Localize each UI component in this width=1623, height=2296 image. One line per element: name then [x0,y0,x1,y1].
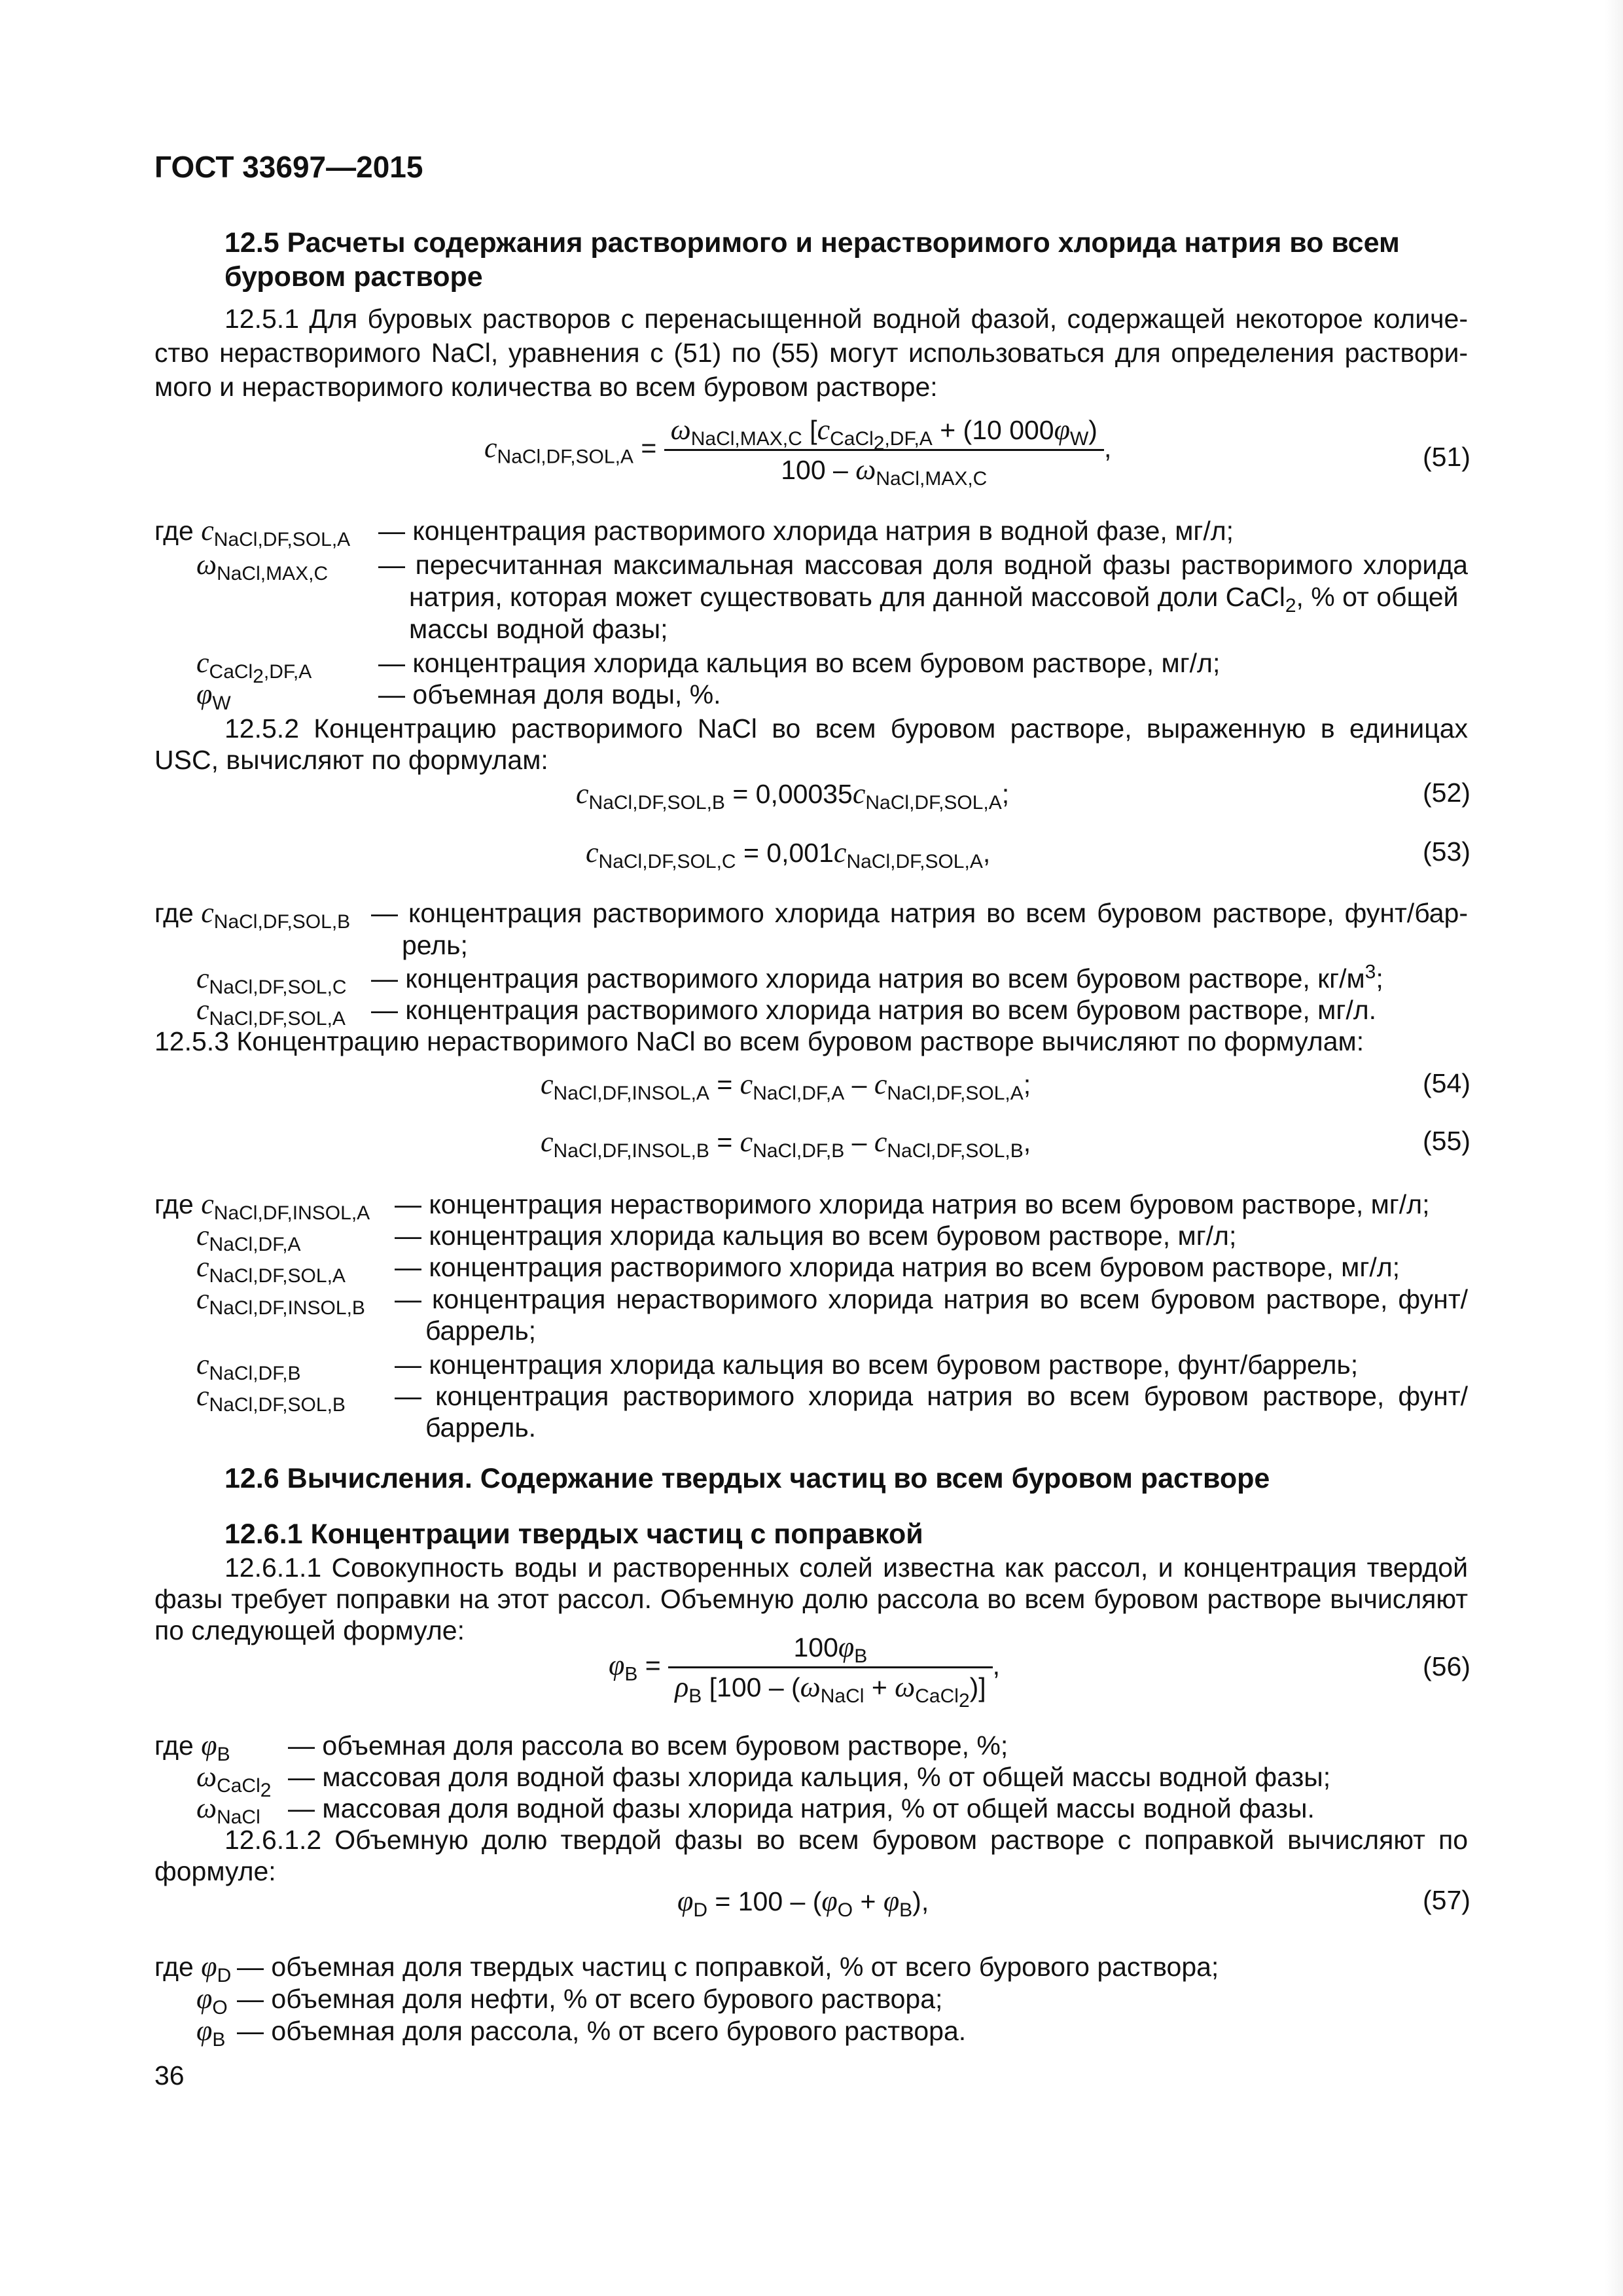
equation-57-number: (57) [1423,1885,1471,1915]
where-sym-10: $c_{NaCl,DF,SOL,A}$ [196,1251,346,1287]
where-def-2-line3: массы водной фазы; [409,614,668,644]
where-def-5-line1: — концентрация растворимого хлорида натрия во всем буровом растворе, фунт/бар- [371,898,1468,928]
equation-56-number: (56) [1423,1651,1471,1681]
where-def-18: — объемная доля нефти, % от всего бурового раствора; [237,1984,943,2014]
where-def-12: — концентрация хлорида кальция во всем буровом растворе, фунт/баррель; [395,1350,1359,1380]
where-def-2-line2-text: натрия, которая может существовать для данной массовой доли CaCl [409,582,1285,612]
where-def-2-line2 [409,581,1468,617]
where-word: где [154,1952,194,1982]
where-def-19: — объемная доля рассола, % от всего бурового раствора. [237,2016,967,2046]
where-label-1: где $c_{NaCl,DF,SOL,A}$ [154,514,351,551]
page-edge-shadow [1605,0,1623,2296]
p-12-6-1-2-line1: 12.6.1.2 Объемную долю твердой фазы во всем буровом растворе с поправкой вычисляют по [224,1825,1468,1855]
where-word: где [154,1189,194,1219]
where-sym-18: $\varphi_O$ [196,1982,228,2019]
where-word: где [154,898,194,928]
where-def-5-line2: рель; [402,930,468,960]
p-12-5-1-line3: мого и нерастворимого количества во всем буровом растворе: [154,372,938,402]
p-12-6-1-1-line1: 12.6.1.1 Совокупность воды и растворенных солей известна как рассол, и концентрация твердой [224,1552,1468,1583]
where-label-3: где $c_{NaCl,DF,INSOL,A}$ [154,1188,370,1225]
where-sym-2: $\omega_{NaCl,MAX,C}$ [196,548,329,585]
equation-54: $c_{NaCl,DF,INSOL,A} = c_{NaCl,DF,A} - c_{NaCl,DF,SOL,A}$; [541,1068,1031,1105]
where-sym-3: $c_{CaCl_2,DF,A}$ [196,647,312,688]
where-def-6: — концентрация растворимого хлорида натрия во всем буровом растворе, $кг/м^3$; [371,961,1383,994]
page-number: 36 [154,2060,185,2090]
where-def-8: — концентрация нерастворимого хлорида натрия во всем буровом растворе, мг/л; [395,1189,1430,1219]
equation-51: $c_{NaCl,DF,SOL,A}$ = $\frac{\omega_{NaCl,MAX,C} [c_{CaCl_2,DF,A} + (10 000\varphi_W)}{100 - \omega_{NaCl,MAX,C}}$ , [484,414,1112,490]
where-sym-19: $\varphi_B$ [196,2015,226,2051]
where-sym-7: $c_{NaCl,DF,SOL,A}$ [196,994,346,1030]
equation-52-number: (52) [1423,778,1471,808]
equation-56: $\varphi_B$ = $\frac{100\varphi_B}{\rho_B [100 - (\omega_{NaCl} + \omega_{CaCl_2})]}$ , [609,1631,1001,1712]
equation-53-number: (53) [1423,836,1471,867]
where-word: где [154,1731,194,1761]
equation-51-number: (51) [1423,442,1471,472]
where-sym-13: $c_{NaCl,DF,SOL,B}$ [196,1380,346,1416]
p-12-5-1-line1: 12.5.1 Для буровых растворов с перенасыщенной водной фазой, содержащей некоторое количе- [224,304,1468,334]
where-def-3: — концентрация хлорида кальция во всем буровом растворе, мг/л; [378,648,1221,678]
equation-54-number: (54) [1423,1068,1471,1098]
where-word: где [154,516,194,546]
where-def-13-line2: баррель. [425,1412,537,1443]
where-def-2-line1: — пересчитанная максимальная массовая доля водной фазы растворимого хлорида [378,550,1468,580]
where-def-1: — концентрация растворимого хлорида натрия в водной фазе, мг/л; [378,516,1234,546]
where-label-5: где $\varphi_D$ [154,1950,232,1987]
where-def-7: — концентрация растворимого хлорида натрия во всем буровом растворе, мг/л. [371,995,1377,1025]
p-12-6-1-2-line2: формуле: [154,1856,276,1886]
p-12-5-3: 12.5.3 Концентрацию нерастворимого NaCl во всем буровом растворе вычисляют по формулам: [154,1026,1364,1056]
where-def-9: — концентрация хлорида кальция во всем буровом растворе, мг/л; [395,1221,1237,1251]
p-12-5-1-line2: ство нерастворимого NaCl, уравнения с (51) по (55) могут использоваться для определения раствори- [154,338,1468,368]
document-id: ГОСТ 33697—2015 [154,150,423,184]
where-def-2-line2-sub: 2 [1285,595,1296,617]
equation-52: $c_{NaCl,DF,SOL,B} = 0,00035c_{NaCl,DF,SOL,A}$; [576,778,1010,814]
where-sym-11: $c_{NaCl,DF,INSOL,B}$ [196,1283,365,1319]
where-def-11-line2: баррель; [425,1316,537,1346]
where-sym-6: $c_{NaCl,DF,SOL,C}$ [196,962,347,999]
where-def-6-sup: 3 [1364,961,1376,983]
where-label-4: где $\varphi_B$ [154,1729,230,1766]
where-sym-9: $c_{NaCl,DF,A}$ [196,1219,301,1256]
where-def-14: — объемная доля рассола во всем буровом растворе, %; [288,1731,1008,1761]
p-12-5-2-line2: USC, вычисляют по формулам: [154,745,548,775]
where-def-11-line1: — концентрация нерастворимого хлорида натрия во всем буровом растворе, фунт/ [395,1284,1468,1314]
p-12-6-1-1-line2: фазы требует поправки на этот рассол. Объемную долю рассола во всем буровом растворе вычисляют [154,1584,1468,1614]
where-def-2-line2-tail: , % от общей [1296,582,1459,612]
where-def-17: — объемная доля твердых частиц с поправкой, % от всего бурового раствора; [237,1952,1219,1982]
where-sym-12: $c_{NaCl,DF,B}$ [196,1348,301,1385]
section-12-5-title-line2: буровом растворе [224,261,483,293]
where-def-15: — массовая доля водной фазы хлорида кальция, % от общей массы водной фазы; [288,1762,1331,1792]
where-sym-15: $\omega_{CaCl_2}$ [196,1761,272,1802]
where-def-13-line1: — концентрация растворимого хлорида натрия во всем буровом растворе, фунт/ [395,1381,1468,1411]
p-12-5-2-line1: 12.5.2 Концентрацию растворимого NaCl во всем буровом растворе, выраженную в единицах [224,713,1468,744]
where-def-10: — концентрация растворимого хлорида натрия во всем буровом растворе, мг/л; [395,1252,1400,1282]
equation-53: $c_{NaCl,DF,SOL,C} = 0,001c_{NaCl,DF,SOL,A}$, [586,836,991,873]
where-def-4: — объемная доля воды, %. [378,679,721,709]
where-def-16: — массовая доля водной фазы хлорида натрия, % от общей массы водной фазы. [288,1793,1315,1823]
section-12-5-title-line1: 12.5 Расчеты содержания растворимого и нерастворимого хлорида натрия во всем [224,227,1400,259]
where-sym-4: $\varphi_W$ [196,678,231,715]
equation-57: $\varphi_D = 100 - (\varphi_O + \varphi_B)$, [677,1885,929,1922]
p-12-6-1-1-line3: по следующей формуле: [154,1615,465,1645]
where-sym-16: $\omega_{NaCl}$ [196,1792,260,1829]
equation-55-number: (55) [1423,1126,1471,1156]
section-12-6-1-title: 12.6.1 Концентрации твердых частиц с поправкой [224,1518,923,1550]
section-12-6-title: 12.6 Вычисления. Содержание твердых частиц во всем буровом растворе [224,1463,1270,1494]
where-label-2: где $c_{NaCl,DF,SOL,B}$ [154,897,351,933]
equation-55: $c_{NaCl,DF,INSOL,B} = c_{NaCl,DF,B} - c_{NaCl,DF,SOL,B}$, [541,1126,1031,1162]
where-def-6-text: — концентрация растворимого хлорида натрия во всем буровом растворе, кг/м [371,963,1365,994]
